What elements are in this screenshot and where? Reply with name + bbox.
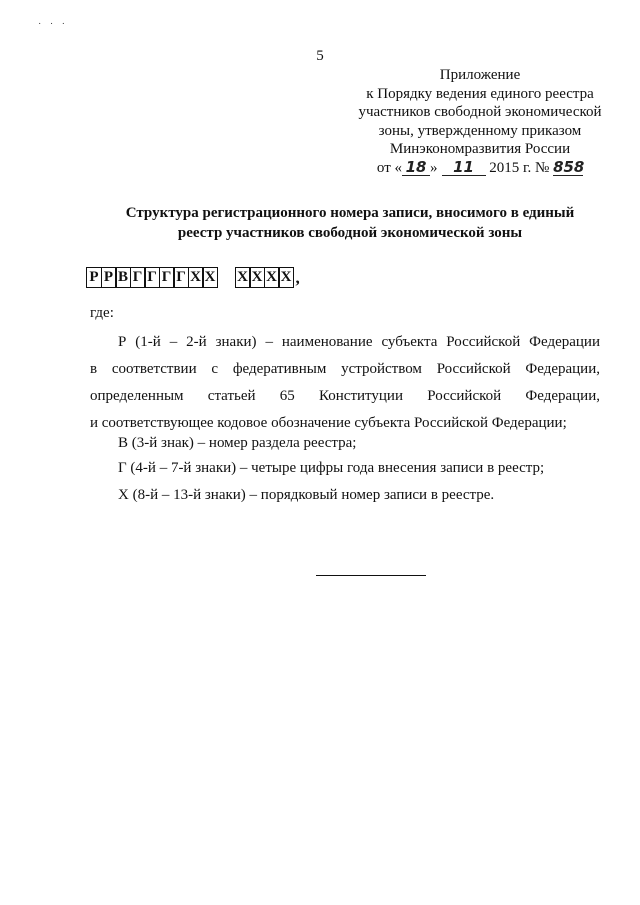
code-cell: В [115,267,131,288]
code-cell: Х [235,267,251,288]
appendix-line2: к Порядку ведения единого реестра [366,85,594,102]
appendix-line1: Приложение [439,67,521,83]
where-label: где: [90,305,114,321]
scan-specks: ˙ ˙ ˙ [38,22,68,33]
closing-rule [316,575,426,576]
code-cell: Х [202,267,218,288]
title-line1: Структура регистрационного номера записи, вносимого в единый [125,205,575,221]
handwritten-month: 11 [442,160,486,176]
code-cell: Р [101,267,117,288]
code-cell: Г [144,267,160,288]
title-line2: реестр участников свободной экономической зоны [177,225,523,241]
appendix-line5: Минэкономразвития России [389,141,571,157]
code-cell: Х [188,267,204,288]
description-section: В (3-й знак) – номер раздела реестра; [118,435,357,451]
code-cell: Г [159,267,175,288]
document-title [90,203,610,243]
handwritten-day: 18 [402,160,430,176]
code-cell: Х [249,267,265,288]
appendix-date-line [330,159,630,178]
appendix-line3: участников свободной экономической [358,104,602,120]
code-cell: Р [86,267,102,288]
code-suffix: , [295,268,300,287]
code-structure [86,267,300,288]
code-cell: Х [278,267,294,288]
region-line1: Р (1-й – 2-й знаки) – наименование субъекта Российской Федерации [118,334,600,350]
date-year: 2015 г. № [489,159,550,176]
region-line4: и соответствующее кодовое обозначение субъекта Российской Федерации; [90,415,567,431]
date-quote-close: » [430,159,438,176]
date-prefix: от « [376,159,403,176]
code-cell: Г [173,267,189,288]
description-sequence: Х (8-й – 13-й знаки) – порядковый номер записи в реестре. [118,487,495,503]
code-cell: Х [264,267,280,288]
appendix-header [330,66,630,177]
code-cell: Г [130,267,146,288]
region-line2: в соответствии с федеративным устройством Российской Федерации, [90,361,600,377]
region-line3: определенным статьей 65 Конституции Российской Федерации, [90,388,600,404]
page-number: 5 [316,48,324,64]
description-region [90,332,600,440]
description-year: Г (4-й – 7-й знаки) – четыре цифры года внесения записи в реестр; [118,460,545,476]
appendix-line4: зоны, утвержденному приказом [378,122,582,139]
handwritten-order-number: 858 [553,157,585,176]
